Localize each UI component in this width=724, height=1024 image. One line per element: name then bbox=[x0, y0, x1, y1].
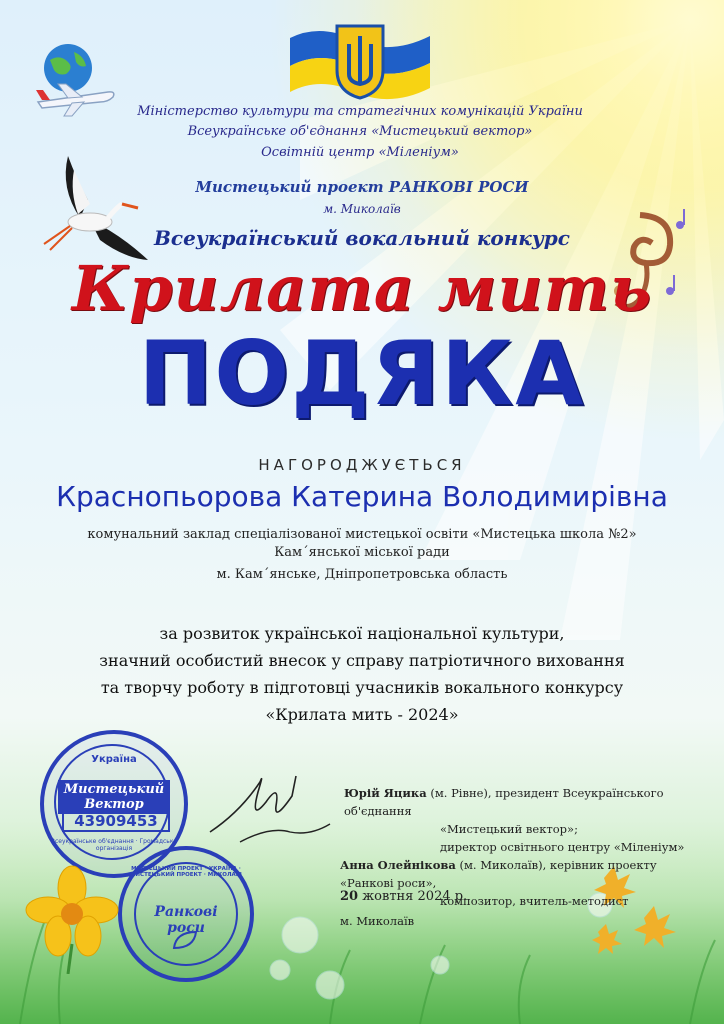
project-stamp bbox=[118, 846, 254, 982]
awarded-label: НАГОРОДЖУЄТЬСЯ bbox=[258, 456, 466, 474]
recipient-name: Краснопьорова Катерина Володимирівна bbox=[56, 480, 668, 513]
school-city: м. Кам´янське, Дніпропетровська область bbox=[216, 567, 508, 582]
flower-icon bbox=[24, 864, 120, 974]
stamp1-ring-text: Всеукраїнське об'єднання · Громадська організація bbox=[50, 838, 178, 852]
signer2-name: Анна Олейнікова bbox=[340, 858, 456, 872]
signer2-line2: композитор, вчитель-методист bbox=[440, 894, 629, 908]
association-line: Всеукраїнське об'єднання «Мистецький вектор» bbox=[187, 124, 533, 139]
signature-icon bbox=[200, 762, 340, 852]
project-line: Мистецький проект РАНКОВІ РОСИ bbox=[195, 178, 529, 196]
leaf-icon bbox=[170, 928, 200, 952]
center-line: Освітній центр «Міленіум» bbox=[261, 145, 459, 160]
school-line-2: Кам´янської міської ради bbox=[274, 545, 450, 560]
project-city: м. Миколаїв bbox=[323, 202, 401, 216]
signer1-line1: Юрій Яцика (м. Рівне), президент Всеукраїнського об'єднання bbox=[344, 786, 664, 818]
stamp1-top: Україна bbox=[91, 754, 137, 765]
signer2-line1: Анна Олейнікова (м. Миколаїв), керівник проекту «Ранкові роси», bbox=[340, 858, 657, 890]
document-title: ПОДЯКА bbox=[138, 322, 586, 425]
ministry-line: Міністерство культури та стратегічних комунікацій України bbox=[137, 104, 583, 119]
reason-line-1: за розвиток української національної культури, bbox=[159, 624, 565, 643]
reason-line-2: значний особистий внесок у справу патріотичного виховання bbox=[99, 651, 625, 670]
issue-city: м. Миколаїв bbox=[340, 914, 415, 928]
contest-name-title: Крилата мить bbox=[71, 252, 653, 325]
signer1-line2: «Мистецький вектор»; bbox=[440, 822, 578, 836]
signer1-line3: директор освітнього центру «Міленіум» bbox=[440, 840, 685, 854]
globe-airplane-icon bbox=[28, 40, 118, 122]
coat-of-arms-icon bbox=[285, 18, 435, 100]
stamp2-name: Ранкові роси bbox=[154, 904, 218, 936]
reason-line-3: та творчу роботу в підготовці учасників вокального конкурсу bbox=[100, 678, 624, 697]
stamp2-ring-text: МИСТЕЦЬКИЙ ПРОЕКТ · УКРАЇНА · МИСТЕЦЬКИЙ ПРОЕКТ · МИКОЛАЇВ bbox=[129, 866, 243, 878]
school-line-1: комунальний заклад спеціалізованої мистецької освіти «Мистецька школа №2» bbox=[87, 527, 637, 542]
reason-line-4: «Крилата мить - 2024» bbox=[265, 705, 459, 724]
signer1-name: Юрій Яцика bbox=[344, 786, 427, 800]
stamp1-code: 43909453 bbox=[62, 810, 170, 832]
issue-date: 20 жовтня 2024 р. bbox=[340, 889, 468, 904]
contest-line: Всеукраїнський вокальний конкурс bbox=[154, 226, 570, 250]
stamp1-name: Мистецький Вектор bbox=[58, 780, 170, 814]
